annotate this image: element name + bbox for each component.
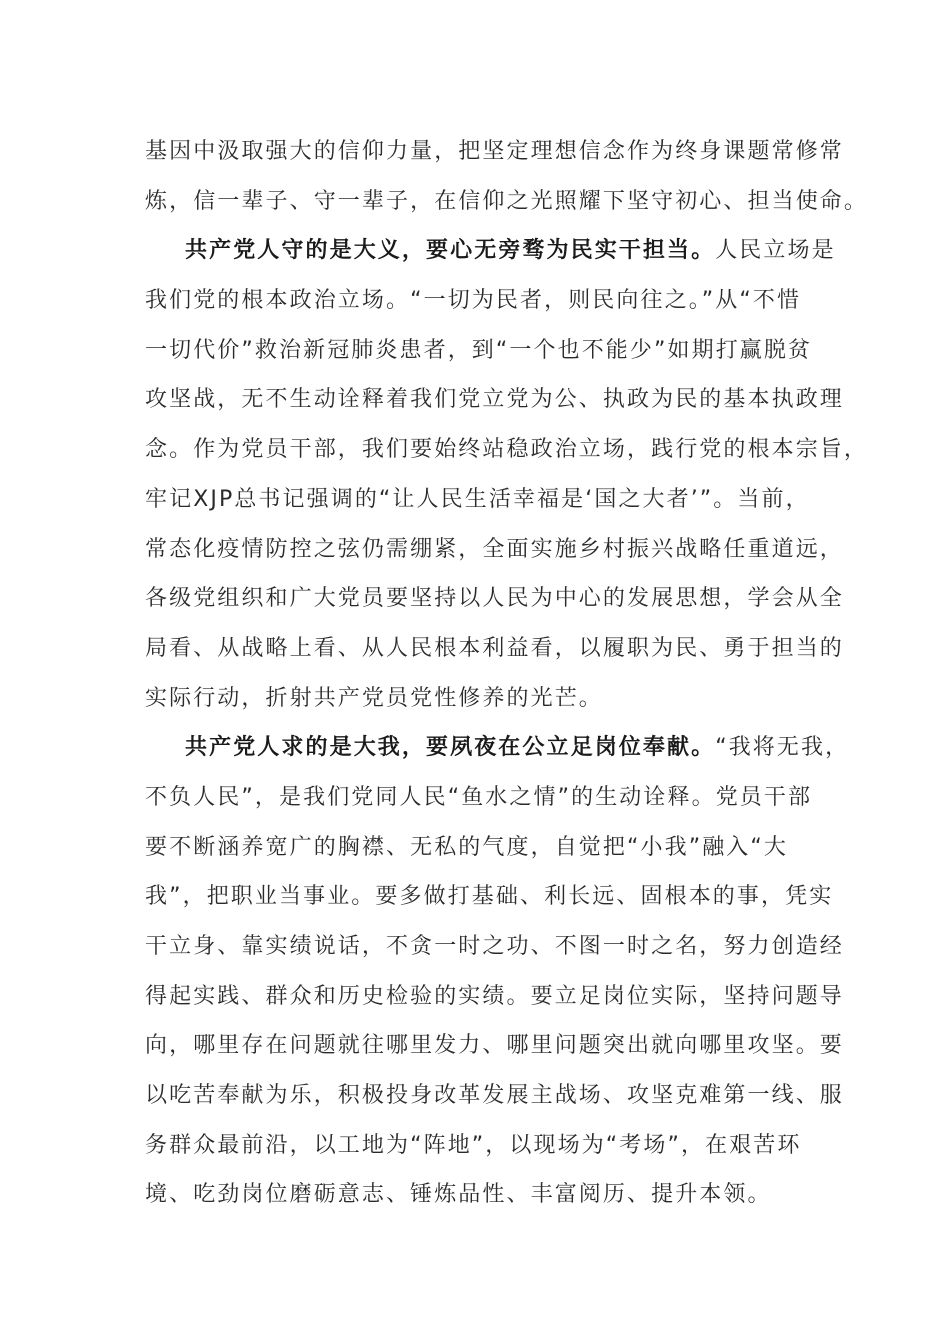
text-line: 一切代价”救治新冠肺炎患者，到“一个也不能少”如期打赢脱贫 — [145, 337, 813, 363]
text-line: 常态化疫情防控之弦仍需绷紧，全面实施乡村振兴战略任重道远， — [145, 536, 844, 562]
text-line: 境、吃劲岗位磨砺意志、锤炼品性、丰富阅历、提升本领。 — [145, 1182, 772, 1208]
text-line: 务群众最前沿，以工地为“阵地”，以现场为“考场”，在艰苦环 — [145, 1132, 802, 1158]
text-line: 向，哪里存在问题就往哪里发力、哪里问题突出就向哪里攻坚。要 — [145, 1033, 844, 1059]
document-page — [145, 127, 869, 1220]
text-line: 局看、从战略上看、从人民根本利益看，以履职为民、勇于担当的 — [145, 635, 844, 661]
text-line: 炼，信一辈子、守一辈子，在信仰之光照耀下坚守初心、担当使命。 — [145, 188, 869, 214]
paragraph-3 — [145, 723, 850, 1220]
text-line: 实际行动，折射共产党员党性修养的光芒。 — [145, 685, 603, 711]
text-line: 攻坚战，无不生动诠释着我们党立党为公、执政为民的基本执政理 — [145, 387, 844, 413]
text-line: 干立身、靠实绩说话，不贪一时之功、不图一时之名，努力创造经 — [145, 934, 844, 959]
text-line: 要不断涵养宽广的胸襟、无私的气度，自觉把“小我”融入“大 — [145, 834, 788, 860]
text-line — [145, 226, 835, 276]
text-line: 念。作为党员干部，我们要始终站稳政治立场，践行党的根本宗旨， — [145, 437, 869, 463]
text-line: 牢记XJP总书记强调的“让人民生活幸福是‘国之大者’”。当前， — [145, 486, 810, 512]
text-line: 基因中汲取强大的信仰力量，把坚定理想信念作为终身课题常修常 — [145, 139, 844, 164]
text-line: 得起实践、群众和历史检验的实绩。要立足岗位实际，坚持问题导 — [145, 983, 844, 1009]
text-line: 各级党组织和广大党员要坚持以人民为中心的发展思想，学会从全 — [145, 586, 844, 612]
paragraph-2 — [145, 226, 869, 723]
text-line — [145, 723, 850, 773]
text-line: 不负人民”，是我们党同人民“鱼水之情”的生动诠释。党员干部 — [145, 784, 813, 810]
text-span: 人民立场是 — [715, 238, 836, 264]
text-line: 我们党的根本政治立场。“一切为民者，则民向往之。”从“不惜 — [145, 288, 802, 314]
text-line: 以吃苦奉献为乐，积极投身改革发展主战场、攻坚克难第一线、服 — [145, 1083, 844, 1109]
text-line: 我”，把职业当事业。要多做打基础、利长远、固根本的事，凭实 — [145, 884, 834, 910]
text-span: “我将无我， — [715, 735, 850, 761]
paragraph-heading: 共产党人求的是大我，要夙夜在公立足岗位奉献。 — [185, 735, 716, 761]
paragraph-heading: 共产党人守的是大义，要心无旁骛为民实干担当。 — [185, 238, 716, 264]
paragraph-1 — [145, 127, 869, 226]
